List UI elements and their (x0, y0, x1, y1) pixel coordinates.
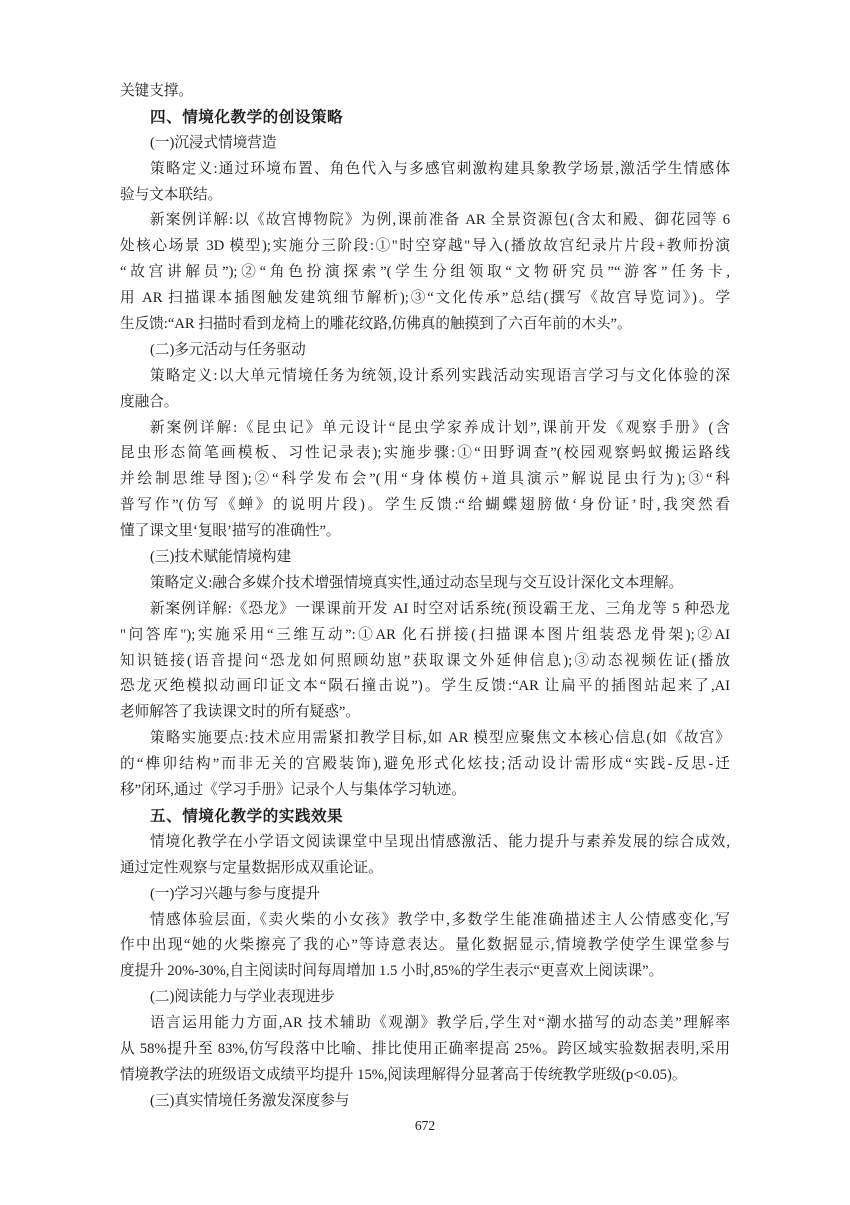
text-line: 策略定义:融合多媒介技术增强情境真实性,通过动态呈现与交互设计深化文本理解。 (150, 574, 684, 591)
text-line: 用 AR 扫描课本插图触发建筑细节解析);③“文化传承”总结(撰写《故宫导览词》)。学 (120, 290, 730, 307)
text-line: 的“榫卯结构”而非无关的宫殿装饰),避免形式化炫技;活动设计需形成“实践-反思-迁 (120, 756, 730, 773)
text-line: 策略实施要点:技术应用需紧扣教学目标,如 AR 模型应聚焦文本核心信息(如《故宫》 (150, 730, 730, 747)
text-line: 关键支撑。 (120, 83, 193, 99)
text-line: (三)真实情境任务激发深度参与 (150, 1092, 350, 1109)
text-line: 新案例详解:《昆虫记》单元设计“昆虫学家养成计划”,课前开发《观察手册》(含 (150, 419, 730, 436)
page-footer (0, 1116, 850, 1136)
text-line: 语言运用能力方面,AR 技术辅助《观潮》教学后,学生对“潮水描写的动态美”理解率 (150, 1015, 730, 1032)
text-line: (二)多元活动与任务驱动 (150, 341, 306, 358)
text-line: 生反馈:“AR 扫描时看到龙椅上的雕花纹路,仿佛真的触摸到了六百年前的木头”。 (120, 316, 632, 333)
text-line: (三)技术赋能情境构建 (150, 549, 292, 566)
page-number: 672 (414, 1118, 436, 1133)
text-line: 老师解答了我读课文时的所有疑惑”。 (120, 704, 360, 721)
document-body (120, 79, 730, 1115)
text-line: 移”闭环,通过《学习手册》记录个人与集体学习轨迹。 (120, 782, 466, 799)
text-line: (一)沉浸式情境营造 (150, 134, 277, 151)
text-line: 情感体验层面,《卖火柴的小女孩》教学中,多数学生能准确描述主人公情感变化,写 (150, 911, 730, 928)
text-line: 策略定义:以大单元情境任务为统领,设计系列实践活动实现语言学习与文化体验的深 (150, 367, 730, 384)
text-line: 策略定义:通过环境布置、角色代入与多感官刺激构建具象教学场景,激活学生情感体 (150, 160, 730, 177)
text-line: 通过定性观察与定量数据形成双重论证。 (120, 859, 383, 876)
text-line: 新案例详解:以《故宫博物院》为例,课前准备 AR 全景资源包(含太和殿、御花园等 6 (150, 212, 730, 229)
text-line: (一)学习兴趣与参与度提升 (150, 885, 321, 902)
text-line: 从 58%提升至 83%,仿写段落中比喻、排比使用正确率提高 25%。跨区域实验数据表明,采用 (120, 1040, 730, 1057)
text-line: 情境教学法的班级语文成绩平均提升 15%,阅读理解得分显著高于传统教学班级(p<0.05)。 (120, 1066, 687, 1083)
text-line: 处核心场景 3D 模型);实施分三阶段:①"时空穿越"导入(播放故宫纪录片片段+教师扮演 (120, 238, 730, 255)
text-line: 情境化教学在小学语文阅读课堂中呈现出情感激活、能力提升与素养发展的综合成效, (150, 833, 730, 850)
section-heading: 四、情境化教学的创设策略 (150, 108, 344, 126)
text-line: (二)阅读能力与学业表现进步 (150, 989, 335, 1006)
section-heading: 五、情境化教学的实践效果 (150, 807, 344, 825)
text-line: 普写作”(仿写《蝉》的说明片段)。学生反馈:“给蝴蝶翅膀做‘身份证’时,我突然看 (120, 497, 730, 514)
text-line: 懂了课文里‘复眼’描写的准确性”。 (120, 523, 341, 540)
text-line: 作中出现“她的火柴擦亮了我的心”等诗意表达。量化数据显示,情境教学使学生课堂参与 (120, 937, 730, 954)
text-line: 恐龙灭绝模拟动画印证文本“陨石撞击说”)。学生反馈:“AR 让扁平的插图站起来了,AI (120, 678, 730, 695)
text-line: “故宫讲解员”);②“角色扮演探索”(学生分组领取“文物研究员”“游客”任务卡, (120, 264, 730, 281)
text-line: 度提升 20%-30%,自主阅读时间每周增加 1.5 小时,85%的学生表示“更喜欢上阅读课”。 (120, 963, 664, 980)
text-line: 验与文本联结。 (120, 186, 223, 203)
text-line: 知识链接(语音提问“恐龙如何照顾幼崽”获取课文外延伸信息);③动态视频佐证(播放 (120, 652, 730, 669)
text-line: "问答库");实施采用“三维互动”:①AR 化石拼接(扫描课本图片组装恐龙骨架);②AI (120, 626, 730, 643)
text-line: 昆虫形态简笔画模板、习性记录表);实施步骤:①“田野调查”(校园观察蚂蚁搬运路线 (120, 445, 730, 462)
text-line: 并绘制思维导图);②“科学发布会”(用“身体模仿+道具演示”解说昆虫行为);③“科 (120, 471, 730, 488)
text-line: 度融合。 (120, 393, 179, 410)
text-line: 新案例详解:《恐龙》一课课前开发 AI 时空对话系统(预设霸王龙、三角龙等 5 种恐龙 (150, 600, 730, 617)
